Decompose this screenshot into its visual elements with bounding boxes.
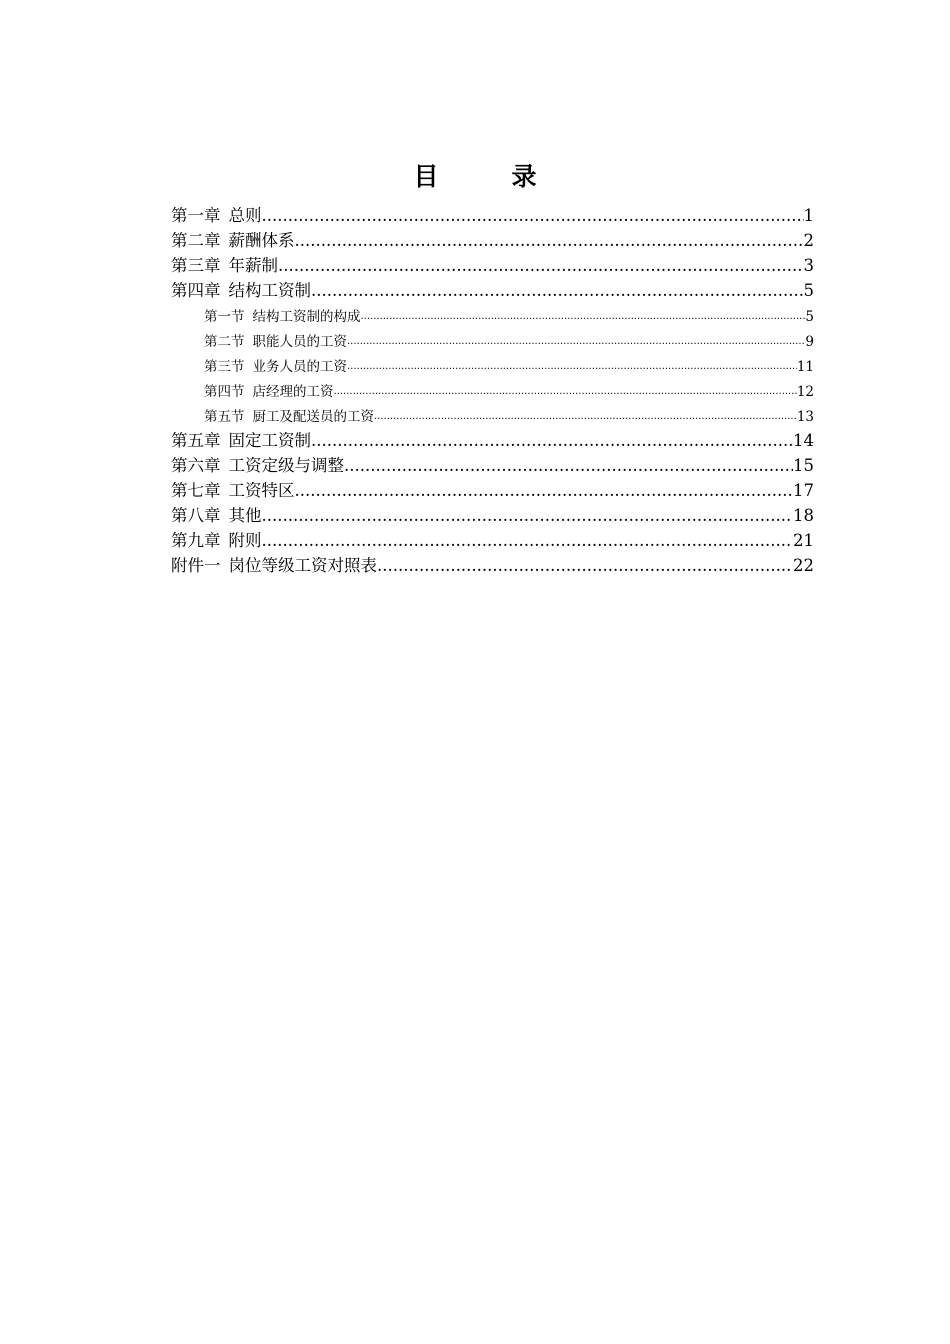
toc-entry-chapter-9[interactable] xyxy=(171,526,814,551)
toc-entry-page: 12 xyxy=(796,384,814,400)
toc-dot-leader xyxy=(295,231,804,251)
toc-entry-page: 11 xyxy=(796,359,814,375)
toc-dot-leader xyxy=(295,481,794,501)
toc-entry-label: 薪酬体系 xyxy=(228,231,295,250)
toc-entry-page: 3 xyxy=(803,256,814,275)
toc-entry-label: 店经理的工资 xyxy=(252,384,334,400)
toc-entry-number: 第六章 xyxy=(171,456,221,475)
toc-dot-leader xyxy=(334,383,797,401)
toc-entry-number: 第一章 xyxy=(171,206,221,225)
toc-entry-page: 21 xyxy=(793,531,814,550)
toc-entry-label: 总则 xyxy=(228,206,262,225)
toc-entry-chapter-7[interactable] xyxy=(171,476,814,501)
toc-entry-label: 附则 xyxy=(228,531,262,550)
toc-entry-label: 结构工资制的构成 xyxy=(252,309,361,325)
toc-dot-leader xyxy=(311,431,793,451)
toc-entry-number: 第四节 xyxy=(204,384,245,400)
toc-entry-number: 第四章 xyxy=(171,281,221,300)
toc-entry-page: 18 xyxy=(793,506,814,525)
toc-entry-label: 年薪制 xyxy=(228,256,278,275)
toc-entry-number: 第五节 xyxy=(204,409,245,425)
toc-entry-label: 结构工资制 xyxy=(228,281,311,300)
toc-dot-leader xyxy=(374,408,797,426)
toc-entry-label: 厨工及配送员的工资 xyxy=(252,409,374,425)
toc-entry-label: 工资定级与调整 xyxy=(228,456,344,475)
toc-entry-label: 岗位等级工资对照表 xyxy=(228,556,377,575)
toc-entry-section-4-2[interactable] xyxy=(171,326,814,351)
toc-entry-page: 5 xyxy=(805,309,814,325)
toc-entry-chapter-6[interactable] xyxy=(171,451,814,476)
toc-dot-leader xyxy=(344,456,793,476)
toc-dot-leader xyxy=(347,358,797,376)
toc-entry-number: 第三章 xyxy=(171,256,221,275)
toc-entry-chapter-2[interactable] xyxy=(171,226,814,251)
toc-entry-section-4-1[interactable] xyxy=(171,301,814,326)
toc-entry-chapter-1[interactable] xyxy=(171,201,814,226)
toc-entry-section-4-4[interactable] xyxy=(171,376,814,401)
toc-dot-leader xyxy=(361,308,806,326)
toc-entry-label: 其他 xyxy=(228,506,262,525)
toc-entry-number: 第七章 xyxy=(171,481,221,500)
toc-entry-page: 9 xyxy=(805,334,814,350)
toc-entry-page: 13 xyxy=(796,409,814,425)
toc-dot-leader xyxy=(347,333,805,351)
toc-dot-leader xyxy=(311,281,804,301)
toc-entry-page: 17 xyxy=(793,481,814,500)
toc-entry-number: 第二章 xyxy=(171,231,221,250)
toc-title: 目 录 xyxy=(413,162,561,191)
toc-entry-label: 固定工资制 xyxy=(228,431,311,450)
table-of-contents xyxy=(171,201,814,576)
toc-dot-leader xyxy=(377,556,793,576)
toc-dot-leader xyxy=(262,531,794,551)
toc-entry-number: 第九章 xyxy=(171,531,221,550)
toc-entry-chapter-8[interactable] xyxy=(171,501,814,526)
toc-entry-number: 第五章 xyxy=(171,431,221,450)
toc-entry-page: 1 xyxy=(803,206,814,225)
toc-entry-label: 工资特区 xyxy=(228,481,295,500)
toc-entry-number: 第八章 xyxy=(171,506,221,525)
toc-entry-chapter-5[interactable] xyxy=(171,426,814,451)
toc-entry-page: 15 xyxy=(793,456,814,475)
toc-entry-page: 2 xyxy=(803,231,814,250)
toc-entry-page: 14 xyxy=(793,431,814,450)
toc-entry-number: 第二节 xyxy=(204,334,245,350)
toc-entry-section-4-3[interactable] xyxy=(171,351,814,376)
toc-dot-leader xyxy=(262,506,794,526)
toc-entry-chapter-3[interactable] xyxy=(171,251,814,276)
toc-entry-chapter-4[interactable] xyxy=(171,276,814,301)
toc-entry-section-4-5[interactable] xyxy=(171,401,814,426)
toc-entry-label: 业务人员的工资 xyxy=(252,359,347,375)
toc-entry-number: 第一节 xyxy=(204,309,245,325)
toc-entry-number: 附件一 xyxy=(171,556,221,575)
toc-entry-number: 第三节 xyxy=(204,359,245,375)
toc-dot-leader xyxy=(262,206,804,226)
toc-dot-leader xyxy=(278,256,804,276)
toc-entry-page: 22 xyxy=(793,556,814,575)
toc-entry-label: 职能人员的工资 xyxy=(252,334,347,350)
toc-entry-page: 5 xyxy=(803,281,814,300)
toc-entry-appendix-1[interactable] xyxy=(171,551,814,576)
